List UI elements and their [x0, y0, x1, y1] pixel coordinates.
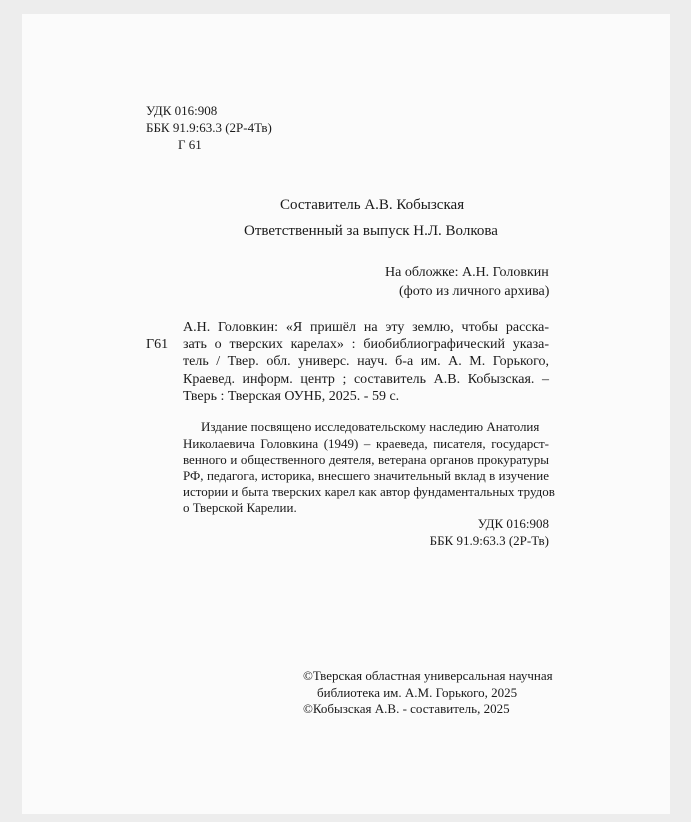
- record-line: Тверь : Тверская ОУНБ, 2025. - 59 с.: [183, 389, 400, 404]
- record-line: тель / Твер. обл. универс. науч. б-а им. А. М. Горького,: [183, 354, 549, 369]
- record-line: Краевед. информ. центр ; составитель А.В. Кобызская. –: [183, 372, 549, 387]
- cover-note-line-2: (фото из личного архива): [399, 284, 550, 299]
- annotation-line: венного и общественного деятеля, ветерана органов прокуратуры: [183, 452, 549, 467]
- record-author-mark: Г61: [146, 337, 169, 352]
- annotation-line: Николаевича Головкина (1949) – краеведа, писателя, государст-: [183, 436, 549, 451]
- cover-note-line-1: На обложке: А.Н. Головкин: [385, 265, 549, 280]
- record-line: зать о тверских карелах» : биобиблиографический указа-: [183, 337, 549, 352]
- bbk-code: ББК 91.9:63.3 (2Р-4Тв): [146, 120, 272, 135]
- annotation-line: Издание посвящено исследовательскому наследию Анатолия: [201, 419, 540, 434]
- copyright-line-3: ©Кобызская А.В. - составитель, 2025: [303, 701, 510, 716]
- copyright-line-2: библиотека им. А.М. Горького, 2025: [317, 685, 518, 700]
- index-bbk-code: ББК 91.9:63.3 (2Р-Тв): [429, 533, 549, 548]
- udk-code: УДК 016:908: [146, 103, 218, 118]
- compiler-credit: Составитель А.В. Кобызская: [280, 197, 465, 213]
- responsible-credit: Ответственный за выпуск Н.Л. Волкова: [244, 223, 498, 239]
- copyright-line-1: ©Тверская областная универсальная научная: [303, 668, 553, 683]
- record-line: А.Н. Головкин: «Я пришёл на эту землю, чтобы расска-: [183, 320, 549, 335]
- annotation-line: истории и быта тверских карел как автор фундаментальных трудов: [183, 484, 555, 499]
- annotation-line: РФ, педагога, историка, внесшего значительный вклад в изучение: [183, 468, 549, 483]
- author-mark: Г 61: [178, 137, 202, 152]
- index-udk-code: УДК 016:908: [477, 516, 549, 531]
- annotation-line: о Тверской Карелии.: [183, 500, 297, 515]
